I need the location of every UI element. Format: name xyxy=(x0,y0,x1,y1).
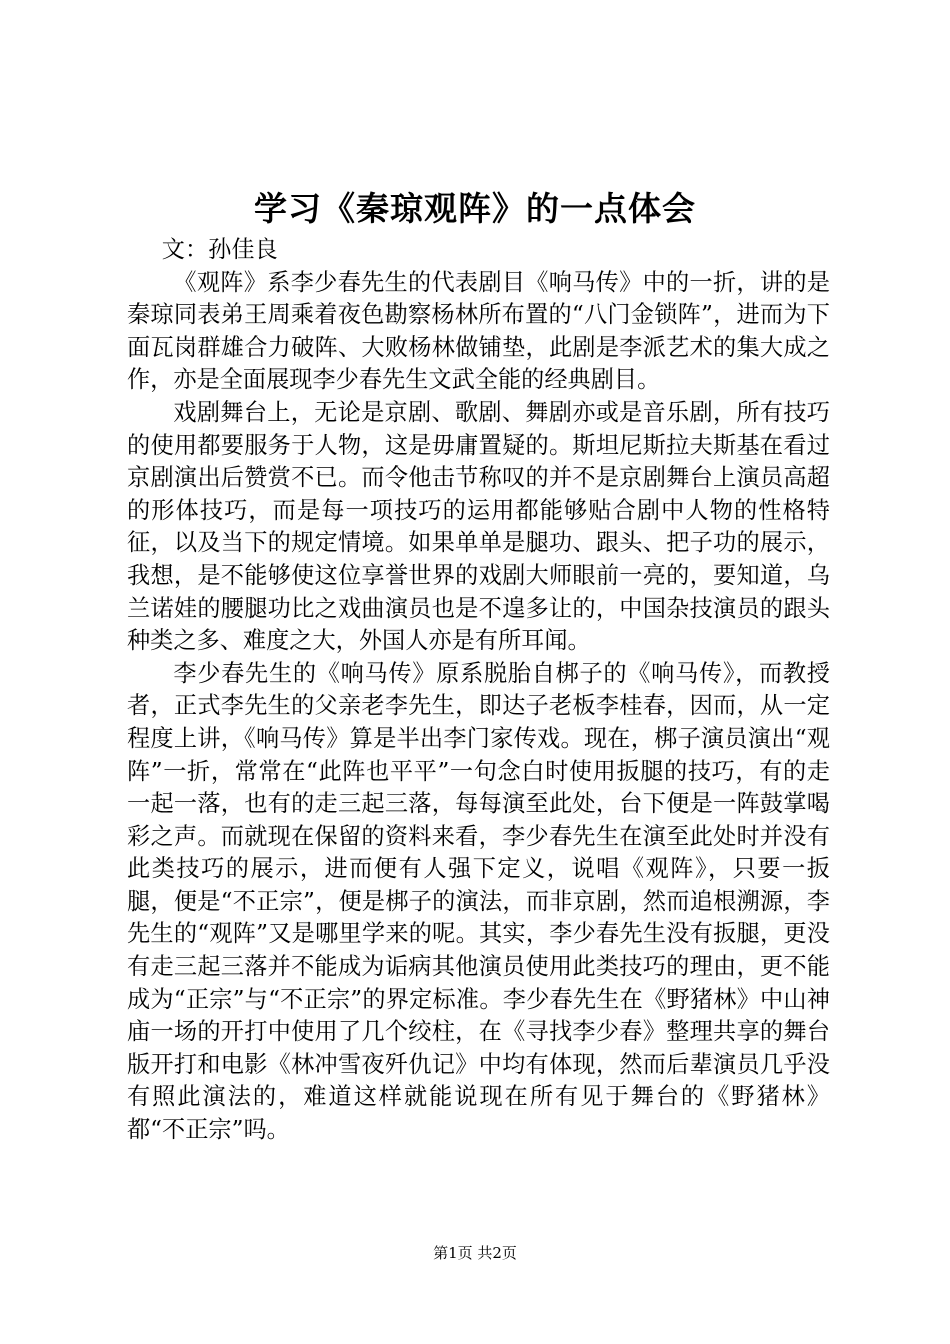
paragraph-1: 《观阵》系李少春先生的代表剧目《响马传》中的一折，讲的是秦琼同表弟王周乘着夜色勘察杨林所布置的“八门金锁阵”，进而为下面瓦岗群雄合力破阵、大败杨林做铺垫，此剧是李派艺术的集大成之作，亦是全面展现李少春先生文武全能的经典剧目。 xyxy=(127,268,830,394)
page-footer: 第1页 共2页 xyxy=(433,1244,517,1262)
document-body xyxy=(127,234,830,1147)
paragraph-3: 李少春先生的《响马传》原系脱胎自梆子的《响马传》，而教授者，正式李先生的父亲老李先生，即达子老板李桂春，因而，从一定程度上讲，《响马传》算是半出李门家传戏。现在，梆子演员演出“观阵”一折，常常在“此阵也平平”一句念白时使用扳腿的技巧，有的走一起一落，也有的走三起三落，每每演至此处，台下便是一阵鼓掌喝彩之声。而就现在保留的资料来看，李少春先生在演至此处时并没有此类技巧的展示，进而便有人强下定义，说唱《观阵》，只要一扳腿，便是“不正宗”，便是梆子的演法，而非京剧，然而追根溯源，李先生的“观阵”又是哪里学来的呢。其实，李少春先生没有扳腿，更没有走三起三落并不能成为诟病其他演员使用此类技巧的理由，更不能成为“正宗”与“不正宗”的界定标准。李少春先生在《野猪林》中山神庙一场的开打中使用了几个绞柱，在《寻找李少春》整理共享的舞台版开打和电影《林冲雪夜歼仇记》中均有体现，然而后辈演员几乎没有照此演法的，难道这样就能说现在所有见于舞台的《野猪林》都“不正宗”吗。 xyxy=(127,659,830,1144)
paragraph-2: 戏剧舞台上，无论是京剧、歌剧、舞剧亦或是音乐剧，所有技巧的使用都要服务于人物，这是毋庸置疑的。斯坦尼斯拉夫斯基在看过京剧演出后赞赏不已。而令他击节称叹的并不是京剧舞台上演员高超的形体技巧，而是每一项技巧的运用都能够贴合剧中人物的性格特征，以及当下的规定情境。如果单单是腿功、跟头、把子功的展示，我想，是不能够使这位享誉世界的戏剧大师眼前一亮的，要知道，乌兰诺娃的腰腿功比之戏曲演员也是不遑多让的，中国杂技演员的跟头种类之多、难度之大，外国人亦是有所耳闻。 xyxy=(127,398,830,655)
author-line: 文：孙佳良 xyxy=(161,236,278,263)
document-title: 学习《秦琼观阵》的一点体会 xyxy=(254,189,696,228)
